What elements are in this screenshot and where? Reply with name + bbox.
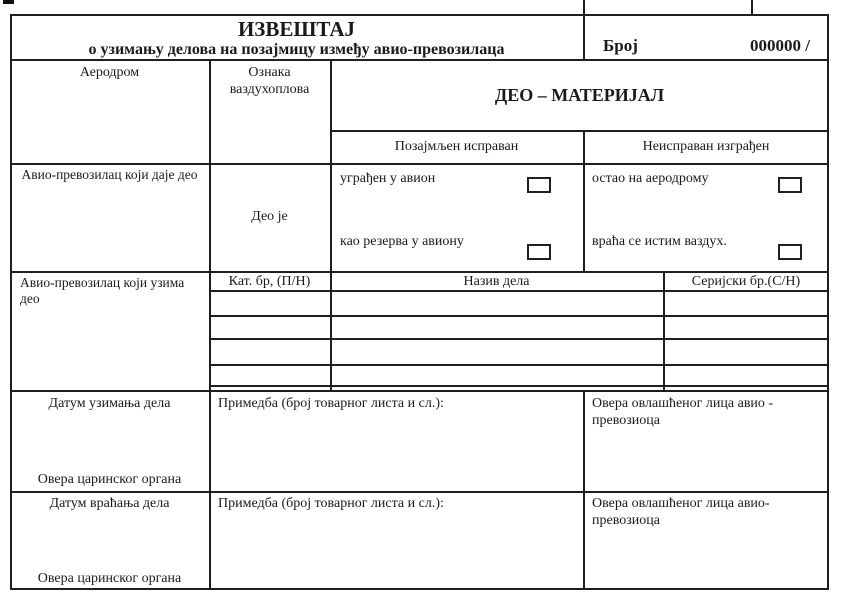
- giver-carrier-field[interactable]: [12, 205, 207, 269]
- faulty-label: Неисправан изграђен: [642, 138, 770, 154]
- option-installed-label: уграђен у авион: [340, 171, 436, 186]
- take-remark-label: Примедба (број товарног листа и сл.):: [218, 396, 444, 411]
- return-date-field[interactable]: [12, 514, 207, 568]
- part-is-label: Део је: [251, 209, 288, 225]
- grid-line: [10, 491, 829, 493]
- parts-cell-pn-2[interactable]: [211, 317, 329, 337]
- taker-carrier-field[interactable]: [12, 312, 207, 389]
- return-customs-label: Овера царинског органа: [37, 571, 182, 586]
- airport-label: Аеродром: [79, 65, 140, 80]
- grid-line: [209, 385, 829, 387]
- grid-line: [10, 163, 829, 165]
- loaned-ok-label: Позајмљен исправан: [394, 138, 519, 154]
- form-number-value: 000000 /: [750, 36, 810, 55]
- take-date-field[interactable]: [12, 414, 207, 468]
- part-material-title: ДЕО – МАТЕРИЈАЛ: [494, 84, 665, 105]
- aircraft-mark-label: Ознака ваздухоплова: [229, 65, 310, 98]
- take-remark-field[interactable]: [211, 414, 581, 489]
- take-authorized-label: Овера овлашћеног лица авио - превозиоца: [592, 396, 774, 429]
- taker-carrier-label: Авио-превозилац који узима део: [20, 275, 185, 307]
- parts-cell-sn-1[interactable]: [665, 292, 827, 314]
- parts-cell-sn-2[interactable]: [665, 317, 827, 337]
- parts-cell-sn-4[interactable]: [665, 366, 827, 384]
- checkbox-remained[interactable]: [778, 177, 802, 193]
- giver-carrier-label: Авио-превозилац који даје део: [21, 167, 198, 182]
- col-header-part-name: Назив дела: [463, 274, 530, 289]
- return-authorized-label: Овера овлашћеног лица авио-превозиоца: [592, 496, 770, 529]
- checkbox-installed[interactable]: [527, 177, 551, 193]
- parts-cell-name-4[interactable]: [332, 366, 662, 384]
- return-authorized-field[interactable]: [586, 532, 827, 588]
- checkbox-spare[interactable]: [527, 244, 551, 260]
- form-number-cell: [585, 14, 829, 59]
- form-subtitle: о узимању делова на позајмицу између авио-превозилаца: [88, 41, 505, 58]
- col-header-serial-number: Серијски бр.(С/Н): [691, 274, 801, 289]
- parts-cell-name-1[interactable]: [332, 292, 662, 314]
- option-returned-label: враћа се истим ваздух.: [592, 234, 727, 249]
- form-number-label: Број: [603, 36, 638, 55]
- return-remark-label: Примедба (број товарног листа и сл.):: [218, 496, 444, 511]
- option-remained-label: остао на аеродрому: [592, 171, 709, 186]
- scan-mark-top-left: [3, 0, 14, 4]
- parts-cell-name-3[interactable]: [332, 340, 662, 363]
- grid-line: [10, 390, 829, 392]
- return-date-label: Датум враћања дела: [49, 496, 170, 511]
- option-spare-label: као резерва у авиону: [340, 234, 464, 249]
- return-remark-field[interactable]: [211, 514, 581, 588]
- airport-field[interactable]: [12, 84, 207, 161]
- parts-cell-pn-3[interactable]: [211, 340, 329, 363]
- take-date-label: Датум узимања дела: [48, 396, 171, 411]
- parts-cell-pn-1[interactable]: [211, 292, 329, 314]
- checkbox-returned[interactable]: [778, 244, 802, 260]
- form-title: ИЗВЕШТАЈ: [237, 17, 356, 41]
- take-customs-label: Овера царинског органа: [37, 472, 182, 487]
- parts-cell-sn-3[interactable]: [665, 340, 827, 363]
- parts-cell-pn-4[interactable]: [211, 366, 329, 384]
- col-header-part-number: Кат. бр, (П/Н): [228, 274, 311, 289]
- take-authorized-field[interactable]: [586, 432, 827, 489]
- scan-line-stub: [751, 0, 753, 14]
- aircraft-mark-field[interactable]: [211, 102, 328, 161]
- parts-cell-name-2[interactable]: [332, 317, 662, 337]
